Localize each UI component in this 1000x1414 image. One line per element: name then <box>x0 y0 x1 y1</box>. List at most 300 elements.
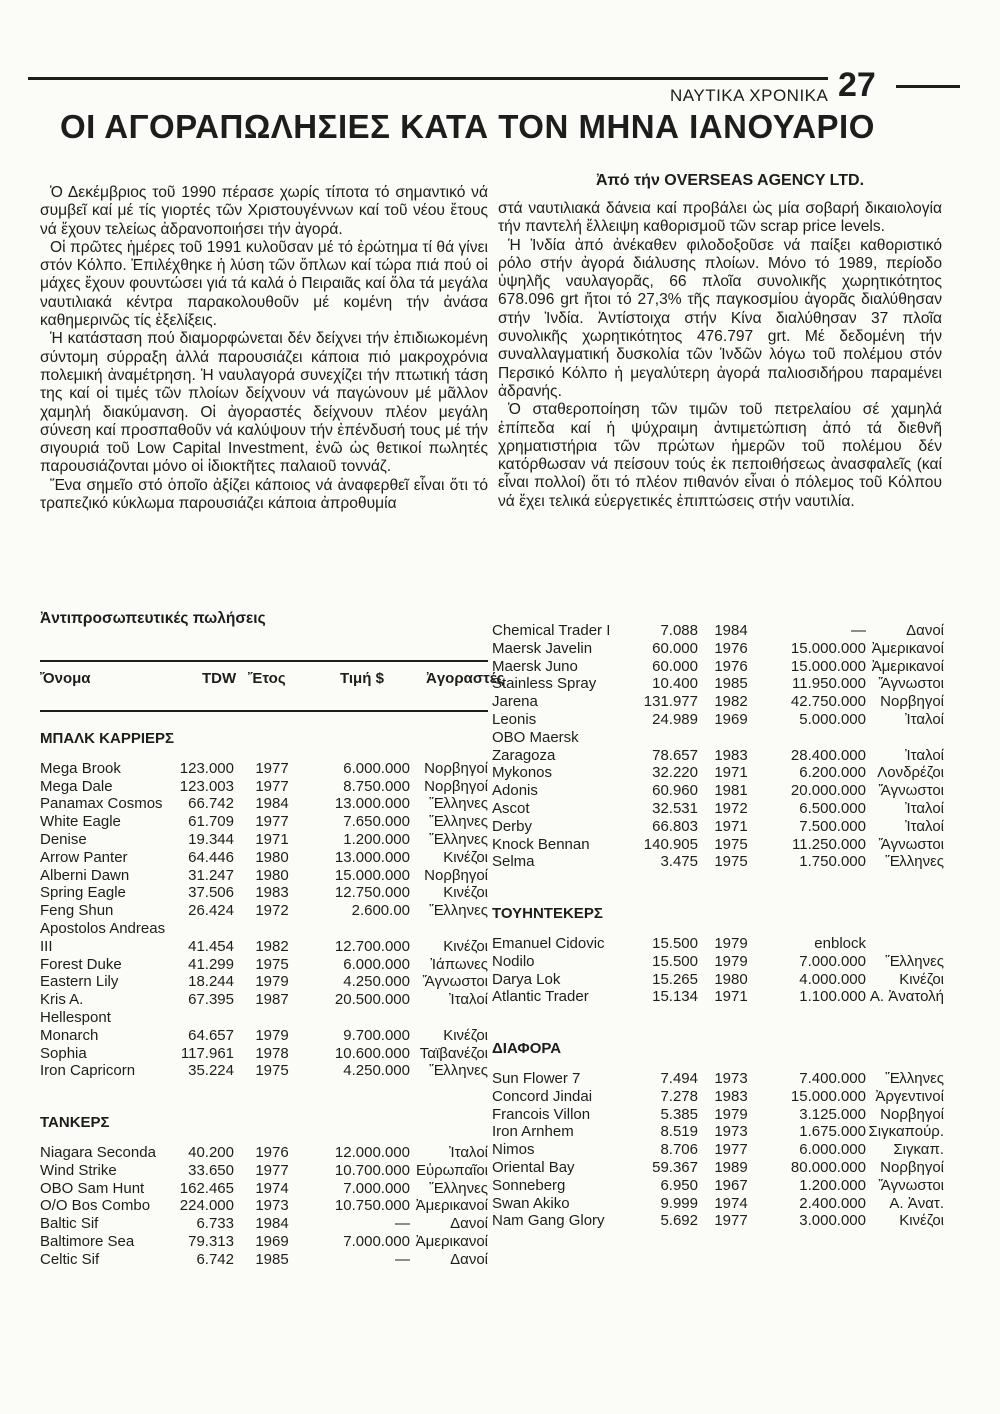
table-row <box>492 675 944 693</box>
vessel-name: Mega Brook <box>40 759 121 777</box>
price-value: 10.750.000 <box>334 1197 410 1215</box>
vessel-name: Baltimore Sea <box>40 1232 135 1250</box>
vessel-name: Francois Villon <box>492 1105 591 1123</box>
price-value: enblock <box>814 934 866 952</box>
tdw-value: 7.278 <box>660 1087 698 1105</box>
price-value: 11.250.000 <box>792 835 866 853</box>
table-row <box>492 988 944 1006</box>
header-tdw: TDW <box>202 670 237 687</box>
table-row <box>40 956 488 974</box>
vessel-name: Denise <box>40 830 87 848</box>
page-number: 27 <box>838 66 876 104</box>
year-value: 1981 <box>714 782 748 800</box>
price-value: 80.000.000 <box>790 1158 866 1176</box>
table-row <box>492 800 944 818</box>
year-value: 1979 <box>714 1105 748 1123</box>
year-value: 1976 <box>255 1143 289 1161</box>
tdw-value: 66.742 <box>188 795 234 813</box>
vessel-name: Concord Jindai <box>492 1087 593 1105</box>
buyer-value: Ταϊβανέζοι <box>419 1044 488 1062</box>
tdw-value: 33.650 <box>188 1161 234 1179</box>
year-value: 1984 <box>714 622 748 639</box>
year-value: 1980 <box>255 866 289 884</box>
price-value: 6.500.000 <box>799 799 866 817</box>
tdw-value: 7.494 <box>660 1069 698 1087</box>
price-value: — <box>395 1215 410 1233</box>
table-row <box>492 836 944 854</box>
price-value: 13.000.000 <box>334 795 410 813</box>
vessel-name: Darya Lok <box>492 970 561 988</box>
vessel-name: White Eagle <box>40 813 121 831</box>
vessel-name: O/O Bos Combo <box>40 1197 151 1215</box>
buyer-value: Σιγκαπ. <box>893 1141 944 1159</box>
price-value: 10.700.000 <box>334 1161 410 1179</box>
price-value: 9.700.000 <box>343 1026 410 1044</box>
paragraph: Ἡ κατάσταση πού διαμορφώνεται δέν δείχνει τήν ἐπιδιωκομένη σύντομη σύρραξη ἀλλά παρουσιάζει κάποια πιό μακροχρόνια πολεμική ἀναμέτρηση. Ἡ ναυλαγορά συνεχίζει τήν πτωτική τάση της καί οἱ τιμές τῶν πλοίων δείχνουν νά παγώνουν μέ μᾶλλον χαμηλή διακύμανση. Οἱ ἀγοραστές δείχνουν πλέον μεγάλη σύνεση καί προσπαθοῦν νά καλύψουν τήν ἐπένδυσή τους μέ τήν σιγουριά τοῦ Low Capital Investment, ἐνῶ ὡς θετικοί πωλητές παρουσιάζονται μόνο οἱ ἰδιοκτῆτες παλαιοῦ τοννάζ. <box>40 330 488 476</box>
year-value: 1984 <box>255 1215 289 1233</box>
header-buyers: Ἀγοραστές <box>426 670 505 687</box>
year-value: 1977 <box>255 777 289 795</box>
vessel-name: Spring Eagle <box>40 884 126 902</box>
article-source: Ἀπό τήν OVERSEAS AGENCY LTD. <box>596 172 865 189</box>
year-value: 1979 <box>255 973 289 991</box>
vessel-name: Leonis <box>492 710 537 728</box>
price-value: 3.125.000 <box>799 1105 866 1123</box>
vessel-name: Ascot <box>492 799 530 817</box>
tdw-value: 35.224 <box>188 1062 234 1080</box>
tdw-value: 8.706 <box>660 1141 698 1159</box>
table-row <box>492 782 944 800</box>
table-row <box>40 1233 488 1251</box>
year-value: 1980 <box>255 848 289 866</box>
buyer-value: Ἕλληνες <box>429 1062 488 1080</box>
year-value: 1984 <box>255 795 289 813</box>
table-row <box>492 1212 944 1230</box>
tdw-value: 60.960 <box>652 782 698 800</box>
year-value: 1975 <box>714 835 748 853</box>
buyer-value: Εὐρωπαῖοι <box>415 1161 488 1179</box>
vessel-name: Nam Gang Glory <box>492 1212 605 1230</box>
table-row <box>492 658 944 676</box>
table-row <box>40 884 488 902</box>
tdw-value: 10.400 <box>652 675 698 693</box>
year-value: 1983 <box>714 746 748 764</box>
price-value: 3.000.000 <box>799 1212 866 1230</box>
tdw-value: 78.657 <box>652 746 698 764</box>
vessel-name: Sophia <box>40 1044 87 1062</box>
tdw-value: 6.733 <box>196 1215 234 1233</box>
table-row <box>492 935 944 953</box>
tdw-value: 24.989 <box>652 710 698 728</box>
year-value: 1972 <box>714 799 748 817</box>
header-rule-left <box>28 77 828 80</box>
table-header <box>40 660 505 712</box>
vessel-name: Jarena <box>492 693 538 711</box>
tdw-value: 15.134 <box>652 988 698 1006</box>
table-row <box>492 711 944 729</box>
table-row <box>40 1009 488 1045</box>
tdw-value: 6.950 <box>660 1176 698 1194</box>
vessel-name: Atlantic Trader <box>492 988 589 1006</box>
left-text-column <box>40 184 488 513</box>
buyer-value: Δανοί <box>450 1250 488 1268</box>
year-value: 1975 <box>714 853 748 871</box>
table-row <box>40 1045 488 1063</box>
vessel-name: Niagara Seconda <box>40 1143 156 1161</box>
buyer-value: Ἰταλοί <box>905 710 944 728</box>
vessel-name: Maersk Javelin <box>492 639 593 657</box>
table-body-right <box>492 622 944 1230</box>
year-value: 1974 <box>255 1179 289 1197</box>
vessel-name: Oriental Bay <box>492 1158 575 1176</box>
year-value: 1975 <box>255 1062 289 1080</box>
vessel-name: Selma <box>492 853 535 871</box>
table-row <box>492 729 944 765</box>
price-value: 15.000.000 <box>334 866 410 884</box>
paragraph: Οἱ πρῶτες ἡμέρες τοῦ 1991 κυλοῦσαν μέ τό ἐρώτημα τί θά γίνει στόν Κόλπο. Ἐπιλέχθηκε ἡ λύση τῶν ὅπλων καί τώρα πιά πού οἱ μάχες ἔχουν φουντώσει γιά τά καλά ὁ Πειραιᾶς καί ὅλα τά μεγάλα ναυτιλιακά κέντρα παρακολουθοῦν μέ κομένη τήν ἀνάσα καθημερινῶς τίς ἐξελίξεις. <box>40 238 488 330</box>
year-value: 1976 <box>714 657 748 675</box>
price-value: 11.950.000 <box>792 675 866 693</box>
vessel-name: Hellespont Monarch <box>40 1008 111 1044</box>
year-value: 1979 <box>255 1026 289 1044</box>
table-row <box>492 971 944 989</box>
buyer-value: Νορβηγοί <box>424 759 488 777</box>
tdw-value: 8.519 <box>660 1123 698 1141</box>
year-value: 1985 <box>714 675 748 693</box>
sales-section-title: Ἀντιπροσωπευτικές πωλήσεις <box>40 610 266 627</box>
table-row <box>40 760 488 778</box>
vessel-name: Swan Akiko <box>492 1194 570 1212</box>
vessel-name: Stainless Spray <box>492 675 597 693</box>
buyer-value: Α. Ἀνατ. <box>889 1194 944 1212</box>
tdw-value: 59.367 <box>652 1158 698 1176</box>
table-row <box>40 778 488 796</box>
price-value: 7.000.000 <box>799 952 866 970</box>
buyer-value: Κινέζοι <box>443 884 488 902</box>
buyer-value: Ἀμερικανοί <box>871 657 944 675</box>
table-row <box>40 973 488 991</box>
price-value: 2.600.00 <box>351 902 410 920</box>
buyer-value: Α. Ἀνατολή <box>869 988 944 1006</box>
price-value: 12.750.000 <box>334 884 410 902</box>
table-row <box>492 953 944 971</box>
vessel-name: Panamax Cosmos <box>40 795 163 813</box>
year-value: 1980 <box>714 970 748 988</box>
buyer-value: Ἀμερικανοί <box>415 1197 488 1215</box>
buyer-value: Ἄγνωστοι <box>878 835 944 853</box>
year-value: 1985 <box>255 1250 289 1268</box>
price-value: 7.400.000 <box>799 1069 866 1087</box>
tdw-value: 37.506 <box>188 884 234 902</box>
tdw-value: 15.265 <box>652 970 698 988</box>
tdw-value: 19.344 <box>188 830 234 848</box>
category-heading: ΤΟΥΗΝΤΕΚΕΡΣ <box>492 905 603 923</box>
tdw-value: 60.000 <box>652 657 698 675</box>
header-rule-right <box>896 85 960 88</box>
category-heading: ΜΠΑΛΚ ΚΑΡΡΙΕΡΣ <box>40 730 175 747</box>
year-value: 1975 <box>255 955 289 973</box>
buyer-value: Ἄγνωστοι <box>878 675 944 693</box>
buyer-value: Ἕλληνες <box>885 952 944 970</box>
price-value: 1.200.000 <box>343 830 410 848</box>
year-value: 1979 <box>714 952 748 970</box>
table-row <box>40 813 488 831</box>
vessel-name: Adonis <box>492 782 538 800</box>
category-heading: ΤΑΝΚΕΡΣ <box>40 1114 110 1132</box>
year-value: 1967 <box>714 1176 748 1194</box>
vessel-name: Mykonos <box>492 764 553 782</box>
tdw-value: 26.424 <box>188 902 234 920</box>
vessel-name: Emanuel Cidovic <box>492 934 605 952</box>
table-row <box>40 831 488 849</box>
vessel-name: Wind Strike <box>40 1161 117 1179</box>
table-row <box>492 693 944 711</box>
table-row <box>492 818 944 836</box>
year-value: 1979 <box>714 934 748 952</box>
year-value: 1976 <box>714 639 748 657</box>
year-value: 1971 <box>255 830 289 848</box>
table-row <box>492 1177 944 1195</box>
vessel-name: Nodilo <box>492 952 535 970</box>
vessel-name: OBO Maersk Zaragoza <box>492 728 579 764</box>
price-value: 6.000.000 <box>799 1141 866 1159</box>
price-value: 7.000.000 <box>343 1232 410 1250</box>
table-row <box>40 849 488 867</box>
price-value: 28.400.000 <box>790 746 866 764</box>
tdw-value: 41.454 <box>188 937 234 955</box>
table-row <box>40 902 488 920</box>
tdw-value: 3.475 <box>660 853 698 871</box>
tdw-value: 123.000 <box>179 759 234 777</box>
buyer-value: Ἄγνωστοι <box>422 973 488 991</box>
tdw-value: 5.385 <box>660 1105 698 1123</box>
tdw-value: 64.446 <box>188 848 234 866</box>
price-value: — <box>395 1250 410 1268</box>
paragraph: Ἕνα σημεῖο στό ὁποῖο ἀξίζει κάποιος νά ἀναφερθεῖ εἶναι ὅτι τό τραπεζικό κύκλωμα παρουσιάζει κάποια ἀπροθυμία <box>40 476 488 513</box>
vessel-name: Mega Dale <box>40 777 113 795</box>
vessel-name: Baltic Sif <box>40 1215 99 1233</box>
tdw-value: 31.247 <box>188 866 234 884</box>
table-row <box>492 1195 944 1213</box>
tdw-value: 6.742 <box>196 1250 234 1268</box>
price-value: 6.200.000 <box>799 764 866 782</box>
price-value: 12.700.000 <box>334 937 410 955</box>
vessel-name: Iron Capricorn <box>40 1062 136 1080</box>
year-value: 1972 <box>255 902 289 920</box>
price-value: 1.750.000 <box>799 853 866 871</box>
vessel-name: Arrow Panter <box>40 848 128 866</box>
price-value: 4.250.000 <box>343 973 410 991</box>
buyer-value: Κινέζοι <box>443 1026 488 1044</box>
year-value: 1982 <box>255 937 289 955</box>
year-value: 1989 <box>714 1158 748 1176</box>
year-value: 1977 <box>255 1161 289 1179</box>
price-value: 15.000.000 <box>790 1087 866 1105</box>
tdw-value: 140.905 <box>643 835 698 853</box>
buyer-value: Ἰταλοί <box>905 799 944 817</box>
price-value: 8.750.000 <box>343 777 410 795</box>
header-price: Τιμή $ <box>340 670 384 687</box>
tdw-value: 60.000 <box>652 639 698 657</box>
tdw-value: 162.465 <box>179 1179 234 1197</box>
tdw-value: 15.500 <box>652 952 698 970</box>
year-value: 1974 <box>714 1194 748 1212</box>
tdw-value: 79.313 <box>188 1232 234 1250</box>
year-value: 1973 <box>714 1123 748 1141</box>
vessel-name: Eastern Lily <box>40 973 119 991</box>
vessel-name: Feng Shun <box>40 902 114 920</box>
price-value: 7.650.000 <box>343 813 410 831</box>
table-row <box>492 1141 944 1159</box>
buyer-value: Ἕλληνες <box>429 813 488 831</box>
buyer-value: Ἰταλοί <box>905 817 944 835</box>
vessel-name: Maersk Juno <box>492 657 578 675</box>
table-row <box>40 1197 488 1215</box>
table-row <box>492 1070 944 1088</box>
table-row <box>40 867 488 885</box>
price-value: 2.400.000 <box>799 1194 866 1212</box>
sales-table-left <box>40 660 505 1269</box>
vessel-name: OBO Sam Hunt <box>40 1179 145 1197</box>
price-value: 4.250.000 <box>343 1062 410 1080</box>
year-value: 1971 <box>714 817 748 835</box>
buyer-value: Νορβηγοί <box>880 693 944 711</box>
tdw-value: 131.977 <box>643 693 698 711</box>
vessel-name: Iron Arnhem <box>492 1123 574 1141</box>
paragraph: Ὁ Δεκέμβριος τοῦ 1990 πέρασε χωρίς τίποτα τό σημαντικό νά συμβεῖ καί μέ τίς γιορτές τῶν Χριστουγέννων καί τοῦ νέου ἔτους νά ἔχουν τελείως ἀδρανοποιήσει τήν ἀγορά. <box>40 184 488 238</box>
table-row <box>492 853 944 871</box>
price-value: 20.500.000 <box>334 991 410 1009</box>
header-name: Ὄνομα <box>40 670 91 687</box>
table-row <box>492 640 944 658</box>
year-value: 1977 <box>714 1212 748 1230</box>
year-value: 1983 <box>255 884 289 902</box>
price-value: 42.750.000 <box>790 693 866 711</box>
vessel-name: Derby <box>492 817 533 835</box>
price-value: 5.000.000 <box>799 710 866 728</box>
buyer-value: Ἕλληνες <box>429 795 488 813</box>
table-row <box>492 622 944 640</box>
table-row <box>40 1144 488 1162</box>
price-value: 6.000.000 <box>343 955 410 973</box>
year-value: 1977 <box>255 813 289 831</box>
price-value: 1.675.000 <box>799 1123 866 1141</box>
buyer-value: Κινέζοι <box>443 848 488 866</box>
vessel-name: Chemical Trader I <box>492 622 611 639</box>
buyer-value: Ἰάπωνες <box>430 955 488 973</box>
buyer-value: Δανοί <box>906 622 944 639</box>
buyer-value: Ἕλληνες <box>429 1179 488 1197</box>
buyer-value: Νορβηγοί <box>424 866 488 884</box>
vessel-name: Knock Bennan <box>492 835 590 853</box>
group-spacer <box>40 1080 488 1096</box>
tdw-value: 9.999 <box>660 1194 698 1212</box>
category-heading: ΔΙΑΦΟΡΑ <box>492 1040 562 1058</box>
tdw-value: 64.657 <box>188 1026 234 1044</box>
table-row <box>40 920 488 956</box>
price-value: 1.200.000 <box>799 1176 866 1194</box>
buyer-value: Ἕλληνες <box>885 853 944 871</box>
table-row <box>40 1062 488 1080</box>
year-value: 1971 <box>714 988 748 1006</box>
table-row <box>40 795 488 813</box>
price-value: 1.100.000 <box>799 988 866 1006</box>
price-value: 10.600.000 <box>334 1044 410 1062</box>
tdw-value: 15.500 <box>652 934 698 952</box>
buyer-value: Ἕλληνες <box>429 830 488 848</box>
table-row <box>492 1106 944 1124</box>
price-value: 4.000.000 <box>799 970 866 988</box>
tdw-value: 123.003 <box>179 777 234 795</box>
year-value: 1969 <box>255 1232 289 1250</box>
vessel-name: Forest Duke <box>40 955 122 973</box>
sales-table-right <box>492 622 944 1230</box>
table-row <box>40 1251 488 1269</box>
tdw-value: 32.220 <box>652 764 698 782</box>
tdw-value: 61.709 <box>188 813 234 831</box>
year-value: 1977 <box>255 759 289 777</box>
year-value: 1971 <box>714 764 748 782</box>
price-value: 7.500.000 <box>799 817 866 835</box>
buyer-value: Δανοί <box>450 1215 488 1233</box>
price-value: 15.000.000 <box>790 639 866 657</box>
vessel-name: Alberni Dawn <box>40 866 130 884</box>
buyer-value: Ἄγνωστοι <box>878 782 944 800</box>
buyer-value: Νορβηγοί <box>880 1105 944 1123</box>
tdw-value: 117.961 <box>180 1044 234 1062</box>
tdw-value: 41.299 <box>188 955 234 973</box>
table-row <box>40 1162 488 1180</box>
year-value: 1978 <box>255 1044 289 1062</box>
year-value: 1983 <box>714 1087 748 1105</box>
buyer-value: Ἰταλοί <box>449 991 488 1009</box>
magazine-name: ΝΑΥΤΙΚΑ ΧΡΟΝΙΚΑ <box>670 86 829 105</box>
buyer-value: Ἀργεντινοί <box>875 1087 944 1105</box>
buyer-value: Ἕλληνες <box>429 902 488 920</box>
buyer-value: Ἰταλοί <box>905 746 944 764</box>
year-value: 1973 <box>255 1197 289 1215</box>
right-text-column <box>498 200 942 511</box>
year-value: 1987 <box>255 991 289 1009</box>
tdw-value: 224.000 <box>179 1197 234 1215</box>
paragraph: Ἡ Ἰνδία ἀπό ἀνέκαθεν φιλοδοξοῦσε νά παίξει καθοριστικό ρόλο στήν ἀγορά διάλυσης πλοίων. Μόνο τό 1989, περίοδο ὑψηλῆς ναυλαγορᾶς, 66 πλοῖα συνολικῆς χωρητικότητος 678.096 grt ἤτοι τό 27,3% τῆς παγκοσμίου ἀγορᾶς διαλύθησαν στήν Ἰνδία. Ἀντίστοιχα στήν Κίνα διαλύθησαν 37 πλοῖα συνολικῆς χωρητικότητος 476.797 grt. Μέ δεδομένη τήν συναλλαγματική δυσκολία τῶν Ἰνδῶν λόγω τοῦ πολέμου στόν Περσικό Κόλπο ἡ μεγαλύτερη ἀγορά παλιοσιδήρου παραμένει ἀδρανής. <box>498 236 942 400</box>
tdw-value: 40.200 <box>188 1143 234 1161</box>
tdw-value: 66.803 <box>652 817 698 835</box>
price-value: 6.000.000 <box>343 759 410 777</box>
table-row <box>492 1088 944 1106</box>
tdw-value: 18.244 <box>188 973 234 991</box>
buyer-value: Ἰταλοί <box>449 1143 488 1161</box>
buyer-value: Σιγκαπούρ. <box>868 1123 944 1141</box>
price-value: 15.000.000 <box>790 657 866 675</box>
buyer-value: Νορβηγοί <box>880 1158 944 1176</box>
tdw-value: 32.531 <box>652 799 698 817</box>
table-row <box>40 991 488 1009</box>
buyer-value: Κινέζοι <box>899 1212 944 1230</box>
price-value: 7.000.000 <box>343 1179 410 1197</box>
year-value: 1973 <box>714 1069 748 1087</box>
price-value: 20.000.000 <box>790 782 866 800</box>
vessel-name: Apostolos Andreas III <box>40 919 166 955</box>
price-value: 13.000.000 <box>334 848 410 866</box>
header-year: Ἔτος <box>248 670 286 687</box>
buyer-value: Λονδρέζοι <box>877 764 944 782</box>
tdw-value: 67.395 <box>188 991 234 1009</box>
year-value: 1982 <box>714 693 748 711</box>
buyer-value: Ἀμερικανοί <box>415 1232 488 1250</box>
vessel-name: Kris A. <box>40 991 84 1009</box>
table-body-left <box>40 730 488 1269</box>
